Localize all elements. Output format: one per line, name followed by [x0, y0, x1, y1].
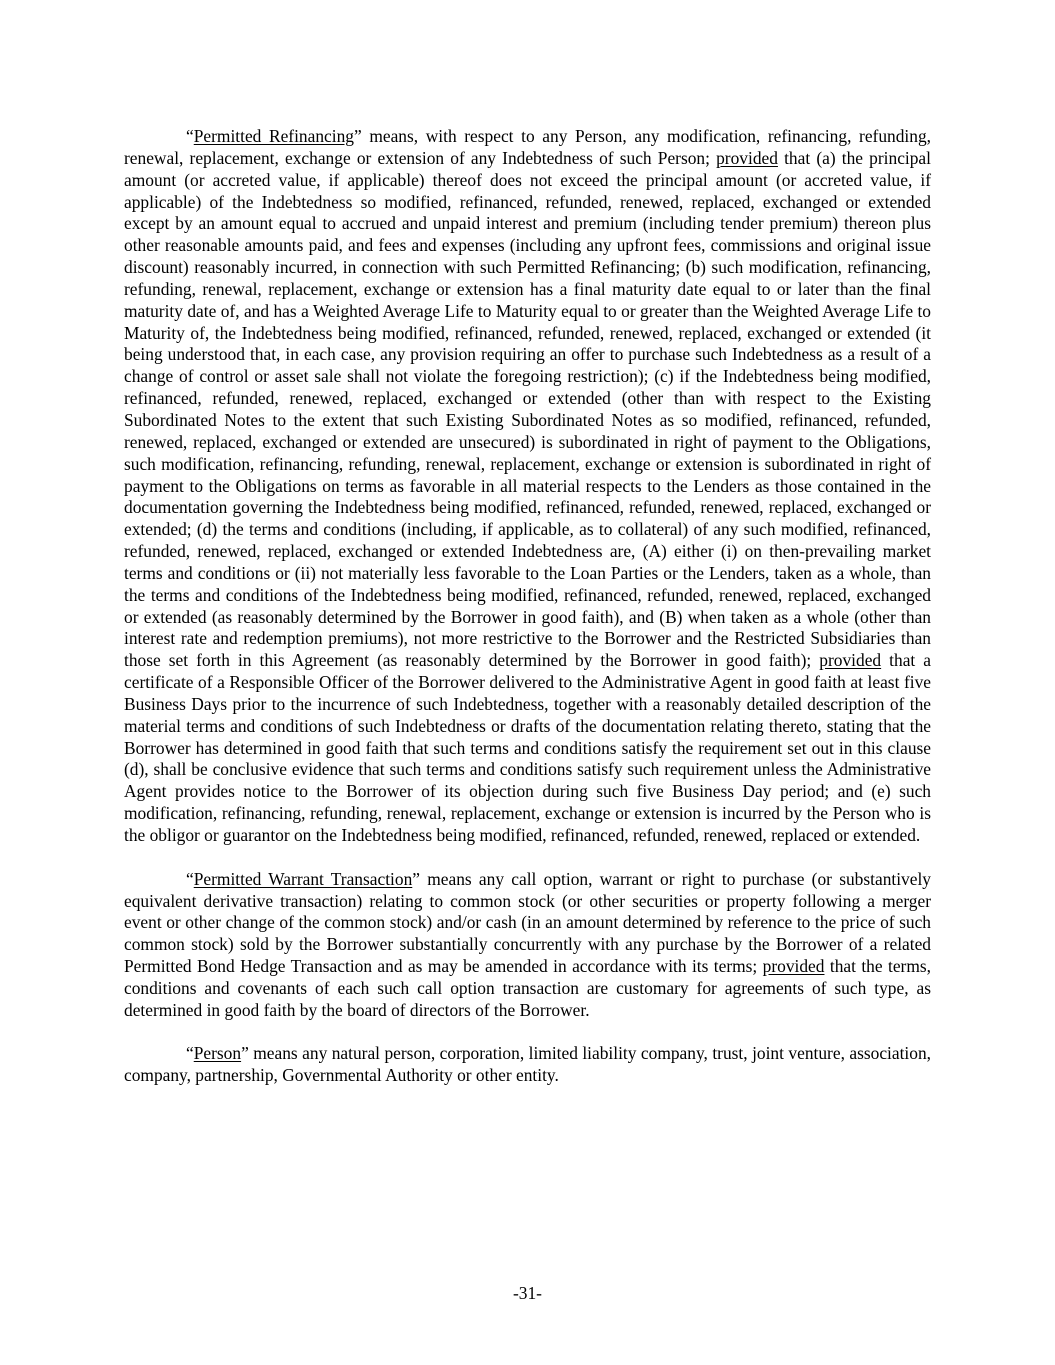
close-quote: ”	[241, 1043, 249, 1064]
close-quote: ”	[353, 126, 362, 146]
open-quote: “	[186, 868, 194, 889]
definition-permitted-warrant-transaction	[124, 869, 931, 1022]
document-page	[124, 126, 931, 1109]
defined-term: Permitted Refinancing	[193, 126, 354, 146]
defined-term: Person	[193, 1043, 242, 1064]
open-quote: “	[186, 126, 194, 146]
definition-permitted-refinancing	[124, 126, 931, 847]
definition-text: that (a) the principal amount (or accreted value, if applicable) thereof does not exceed the principal amount (or accreted value, if applicable) of the Indebtedness so modified, refinanced, refunded, renewed, replaced, exchanged or extended except by an amount equal to accrued and unpaid interest and premium (including tender premium) thereon plus other reasonable amounts paid, and fees and expenses (including any upfront fees, commissions and original issue discount) reasonably incurred, in connection with such Permitted Refinancing; (b) such modification, refinancing, refunding, renewal, replacement, exchange or extension has a final maturity date equal to or later than the final maturity date of, and has a Weighted Average Life to Maturity equal to or greater than the Weighted Average Life to Maturity of, the Indebtedness being modified, refinanced, refunded, renewed, replaced, exchanged or extended (it being understood that, in each case, any provision requiring an offer to purchase such Indebtedness as a result of a change of control or asset sale shall not violate the foregoing restriction); (c) if the Indebtedness being modified, refinanced, refunded, renewed, replaced, exchanged or extended (other than with respect to the Existing Subordinated Notes to the extent that such Existing Subordinated Notes as so modified, refinanced, refunded, renewed, replaced, exchanged or extended are unsecured) is subordinated in right of payment to the Obligations, such modification, refinancing, refunding, renewal, replacement, exchange or extension is subordinated in right of payment to the Obligations on terms as favorable in all material respects to the Lenders as those contained in the documentation governing the Indebtedness being modified, refinanced, refunded, renewed, replaced, exchanged or extended; (d) the terms and conditions (including, if applicable, as to collateral) of any such modified, refinanced, refunded, renewed, replaced, exchanged or extended Indebtedness are, (A) either (i) on then-prevailing market terms and conditions or (ii) not materially less favorable to the Loan Parties or the Lenders, taken as a whole, than the terms and conditions of the Indebtedness being modified, refinanced, refunded, renewed, replaced, exchanged or extended (as reasonably determined by the Borrower in good faith), and (B) when taken as a whole (other than interest rate and redemption premiums), not more restrictive to the Borrower and the Restricted Subsidiaries than those set forth in this Agreement (as reasonably determined by the Borrower in good faith);	[124, 147, 931, 671]
definition-text: that a certificate of a Responsible Officer of the Borrower delivered to the Administrative Agent in good faith at least five Business Days prior to the incurrence of such Indebtedness, together with a reasonably detailed description of the material terms and conditions of such Indebtedness or drafts of the documentation relating thereto, stating that the Borrower has determined in good faith that such terms and conditions satisfy the requirement set out in this clause (d), shall be conclusive evidence that such terms and conditions satisfy such requirement unless the Administrative Agent provides notice to the Borrower of its objection during such five Business Day period; and (e) such modification, refinancing, refunding, renewal, replacement, exchange or extension is incurred by the Person who is the obligor or guarantor on the Indebtedness being modified, refinanced, refunded, renewed, replaced or extended.	[124, 650, 932, 845]
definition-text: means any call option, warrant or right to purchase (or substantively equivalent derivative transaction) relating to common stock (or other securities or property following a merger event or other change of the common stock) and/or cash (in an amount determined by reference to the price of such common stock) sold by the Borrower substantially concurrently with any purchase by the Borrower of a related Permitted Bond Hedge Transaction and as may be amended in accordance with its terms;	[124, 868, 931, 977]
page-number: -31-	[513, 1283, 542, 1303]
proviso-word: provided	[716, 147, 778, 168]
definition-text: means any natural person, corporation, limited liability company, trust, joint venture, association, company, partnership, Governmental Authority or other entity.	[124, 1043, 931, 1086]
close-quote: ”	[412, 868, 420, 889]
definition-person	[124, 1043, 931, 1087]
defined-term: Permitted Warrant Transaction	[193, 868, 413, 889]
proviso-word: provided	[819, 650, 882, 671]
definition-text: that the terms, conditions and covenants of each such call option transaction are customary for agreements of such type, as determined in good faith by the board of directors of the Borrower.	[124, 956, 931, 1020]
open-quote: “	[186, 1043, 194, 1064]
proviso-word: provided	[762, 956, 825, 977]
definition-text: means, with respect to any Person, any modification, refinancing, refunding, renewal, replacement, exchange or extension of any Indebtedness of such Person;	[124, 126, 931, 168]
